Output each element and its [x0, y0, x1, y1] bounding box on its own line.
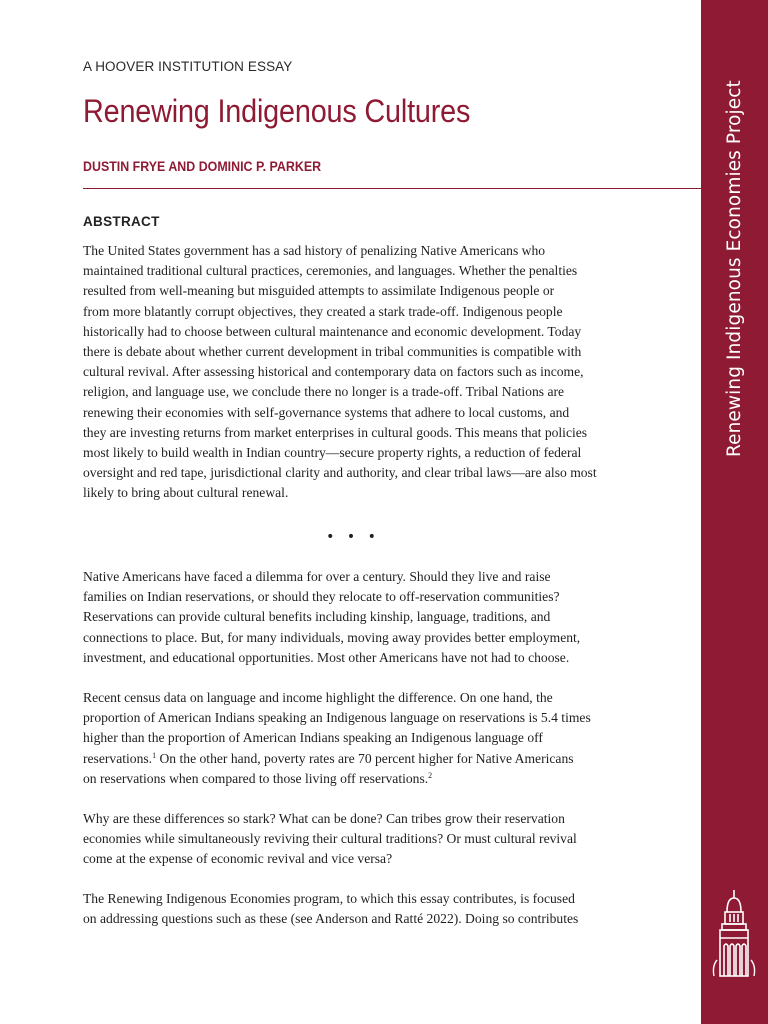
text-line: resulted from well-meaning but misguided attempts to assimilate Indigenous people or: [83, 283, 555, 299]
text-line: Native Americans have faced a dilemma for over a century. Should they live and raise: [83, 569, 551, 584]
text-line: oversight and red tape, jurisdictional clarity and authority, and clear tribal laws—are also most: [83, 465, 597, 481]
abstract-paragraph: [83, 241, 628, 504]
text-line: from more blatantly corrupt objectives, they created a stark trade-off. Indigenous people: [83, 303, 563, 319]
hoover-tower-icon: [710, 888, 758, 980]
text-line: [83, 769, 628, 789]
text-segment: on reservations when compared to those living off reservations.: [83, 770, 429, 786]
text-line: Why are these differences so stark? What can be done? Can tribes grow their reservation: [83, 811, 565, 826]
project-sidebar: [701, 0, 768, 1024]
section-divider: • • •: [326, 529, 380, 545]
text-line: historically had to choose between cultural maintenance and economic development. Today: [83, 323, 582, 339]
text-line: come at the expense of economic revival and vice versa?: [83, 851, 393, 867]
text-line: Recent census data on language and income highlight the difference. On one hand, the: [83, 690, 553, 705]
text-line: proportion of American Indians speaking an Indigenous language on reservations is 5.4 times: [83, 710, 591, 726]
page-title: Renewing Indigenous Cultures: [83, 93, 471, 129]
authors-line: DUSTIN FRYE AND DOMINIC P. PARKER: [83, 159, 322, 174]
abstract-heading: ABSTRACT: [83, 214, 160, 229]
text-segment: reservations.: [83, 750, 153, 766]
text-line: maintained traditional cultural practices, ceremonies, and languages. Whether the penalties: [83, 263, 578, 279]
text-line: [83, 749, 628, 769]
header-divider: [83, 188, 701, 189]
text-line: higher than the proportion of American Indians speaking an Indigenous language off: [83, 730, 543, 746]
text-line: renewing their economies with self-governance systems that adhere to local customs, and: [83, 404, 570, 420]
text-line: they are investing returns from market enterprises in cultural goods. This means that policies: [83, 424, 588, 440]
footnote-marker-2[interactable]: 2: [428, 770, 433, 780]
text-line: Reservations can provide cultural benefits including kinship, language, traditions, and: [83, 609, 551, 625]
text-line: The Renewing Indigenous Economies program, to which this essay contributes, is focused: [83, 891, 575, 906]
text-line: most likely to build wealth in Indian country—secure property rights, a reduction of federal: [83, 445, 582, 461]
text-line: The United States government has a sad history of penalizing Native Americans who: [83, 243, 546, 258]
text-line: investment, and educational opportunities. Most other Americans have not had to choose.: [83, 649, 570, 665]
body-paragraph-3: [83, 809, 628, 870]
body-paragraph-4: [83, 889, 628, 929]
text-line: religion, and language use, we conclude there no longer is a trade-off. Tribal Nations are: [83, 384, 565, 400]
essay-series-label: A HOOVER INSTITUTION ESSAY: [83, 59, 293, 74]
footnote-marker-1[interactable]: 1: [152, 750, 157, 760]
text-segment: On the other hand, poverty rates are 70 percent higher for Native Americans: [156, 750, 574, 766]
text-line: on addressing questions such as these (see Anderson and Ratté 2022). Doing so contributes: [83, 911, 579, 927]
text-line: cultural revival. After assessing historical and contemporary data on factors such as income,: [83, 364, 584, 380]
body-paragraph-2: [83, 688, 628, 789]
body-paragraph-1: [83, 567, 628, 668]
text-line: families on Indian reservations, or should they relocate to off-reservation communities?: [83, 589, 560, 605]
text-line: there is debate about whether current development in tribal communities is compatible with: [83, 344, 582, 360]
sidebar-project-title: Renewing Indigenous Economies Project: [724, 80, 745, 458]
text-line: likely to bring about cultural renewal.: [83, 485, 289, 501]
text-line: economies while simultaneously reviving their cultural traditions? Or must cultural revival: [83, 831, 577, 847]
text-line: connections to place. But, for many individuals, moving away provides better employment,: [83, 629, 581, 645]
